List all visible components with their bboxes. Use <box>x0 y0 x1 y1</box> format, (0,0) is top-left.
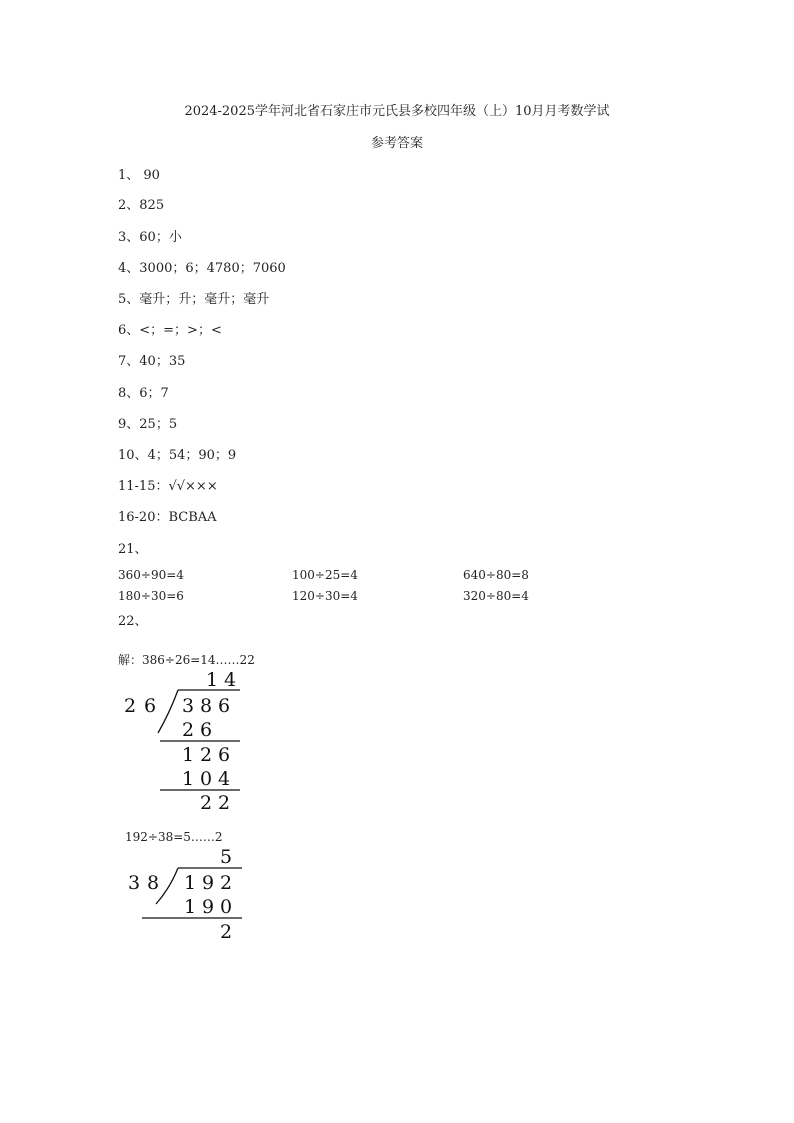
q21-calc-2-1: 180÷30=6 <box>118 589 184 603</box>
divisor-digit: 8 <box>147 872 160 894</box>
step-digit: 4 <box>218 768 231 790</box>
dividend-digit: 2 <box>220 872 233 894</box>
divisor-digit: 2 <box>124 695 137 717</box>
answer-8: 8、6；7 <box>118 386 169 401</box>
remainder-digit: 2 <box>218 792 231 814</box>
step-digit: 0 <box>200 768 213 790</box>
answer-7: 7、40；35 <box>118 354 186 369</box>
dividend-digit: 6 <box>218 695 231 717</box>
division-1-label: 解：386÷26=14……22 <box>118 653 255 667</box>
answer-21-label: 21、 <box>118 542 148 557</box>
step-digit: 6 <box>218 744 231 766</box>
answer-6: 6、<；=；>；< <box>118 323 222 338</box>
document-title: 2024-2025学年河北省石家庄市元氏县多校四年级（上）10月月考数学试 <box>184 104 610 119</box>
dividend-digit: 9 <box>202 872 215 894</box>
dividend-digit: 8 <box>200 695 213 717</box>
step-digit: 2 <box>200 744 213 766</box>
q21-calc-1-2: 100÷25=4 <box>292 568 358 582</box>
quotient-digit: 1 <box>206 669 219 691</box>
answer-10: 10、4；54；90；9 <box>118 448 237 463</box>
q21-calc-2-2: 120÷30=4 <box>292 589 358 603</box>
answer-4: 4、3000；6；4780；7060 <box>118 261 286 276</box>
step-digit: 1 <box>184 896 197 918</box>
quotient-digit: 5 <box>220 846 233 868</box>
step-digit: 6 <box>200 719 213 741</box>
answer-11-15: 11-15：√√××× <box>118 479 218 494</box>
answer-2: 2、825 <box>118 198 165 213</box>
answer-5: 5、毫升；升；毫升；毫升 <box>118 292 270 307</box>
divisor-digit: 6 <box>144 695 157 717</box>
divisor-digit: 3 <box>128 872 141 894</box>
answer-1: 1、 90 <box>118 168 160 183</box>
division-2-label: 192÷38=5……2 <box>125 830 223 844</box>
q21-calc-1-3: 640÷80=8 <box>463 568 529 582</box>
remainder-digit: 2 <box>200 792 213 814</box>
dividend-digit: 3 <box>182 695 195 717</box>
answer-9: 9、25；5 <box>118 417 178 432</box>
step-digit: 2 <box>182 719 195 741</box>
answer-3: 3、60；小 <box>118 230 182 245</box>
answer-16-20: 16-20：BCBAA <box>118 510 217 525</box>
quotient-digit: 4 <box>224 669 237 691</box>
answer-22-label: 22、 <box>118 614 148 629</box>
step-digit: 1 <box>182 744 195 766</box>
remainder-digit: 2 <box>220 921 233 943</box>
q21-calc-2-3: 320÷80=4 <box>463 589 529 603</box>
document-subtitle: 参考答案 <box>370 136 423 151</box>
dividend-digit: 1 <box>184 872 197 894</box>
division-bracket <box>156 868 178 904</box>
step-digit: 1 <box>182 768 195 790</box>
step-digit: 9 <box>202 896 215 918</box>
q21-calc-1-1: 360÷90=4 <box>118 568 184 582</box>
step-digit: 0 <box>220 896 233 918</box>
